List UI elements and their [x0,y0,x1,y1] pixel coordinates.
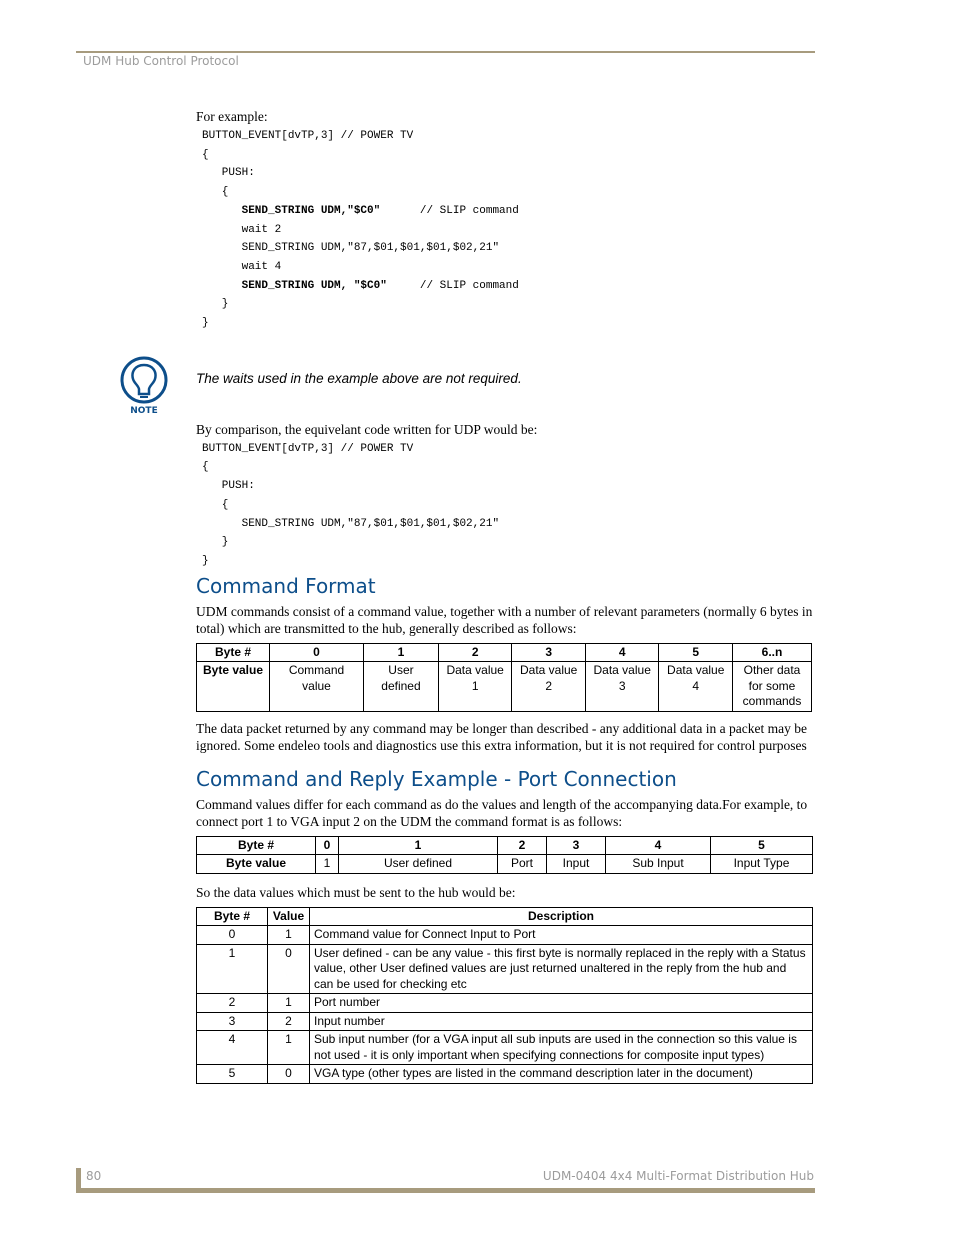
table-cell: 1 [197,944,268,994]
footer-rule [76,1188,815,1193]
table-cell: Data value 3 [585,662,659,712]
table-header-cell: Byte # [197,836,316,855]
table-cell: User defined [339,855,498,874]
table-cell: 0 [197,926,268,945]
code-line-bold: SEND_STRING UDM, "$C0" [241,279,387,292]
table-row [197,994,813,1013]
table-cell: 3 [197,1012,268,1031]
code-line: BUTTON_EVENT[dvTP,3] // POWER TV [202,442,414,455]
code-line: PUSH: [202,167,255,180]
table-cell: Input Type [711,855,813,874]
table-header-cell: 6..n [733,643,812,662]
table-header-cell: 1 [364,643,439,662]
table-header-cell: 4 [606,836,711,855]
code-line: { [202,498,229,511]
lightbulb-icon [120,356,168,416]
note-label: NOTE [130,406,158,416]
table-cell: Sub Input [606,855,711,874]
code-line: wait 2 [202,223,282,236]
command-format-table [196,643,812,712]
port-connection-table [196,836,813,874]
table-header-cell: 2 [498,836,547,855]
table-cell: Data value 4 [659,662,733,712]
table-cell: 1 [268,1031,310,1065]
table-row [197,1065,813,1084]
table-row [197,926,813,945]
running-header: UDM Hub Control Protocol [83,54,239,68]
table-cell: 4 [197,1031,268,1065]
code-comment: // SLIP command [380,204,519,217]
code-line: PUSH: [202,480,255,493]
table-cell: Command value for Connect Input to Port [310,926,813,945]
note-icon [120,356,168,416]
table-header-cell: 3 [547,836,606,855]
table-header-cell: 0 [270,643,364,662]
table-cell: 1 [268,926,310,945]
table-header-cell: 3 [512,643,586,662]
table-header-cell: 1 [339,836,498,855]
note-text: The waits used in the example above are not required. [196,371,522,386]
code-line: } [202,317,209,330]
code-line: } [202,298,229,311]
table-cell: Data value 2 [512,662,586,712]
table-cell: Command value [270,662,364,712]
table-cell: 1 [316,855,339,874]
data-values-para: So the data values which must be sent to the hub would be: [196,884,516,900]
code-block-udp [202,440,814,571]
reply-example-para: Command values differ for each command as do the values and length of the accompanying data.For example, to connect port 1 to VGA input 2 on the UDM the command format is as follows: [196,796,808,829]
table-cell: Port [498,855,547,874]
data-packet-para: The data packet returned by any command may be longer than described - any additional data in a packet may be ignored. Some endeleo tools and diagnostics use this extra information, but it is not required for control purposes [196,720,808,753]
table-cell: 5 [197,1065,268,1084]
table-cell: Data value 1 [438,662,512,712]
table-cell: Sub input number (for a VGA input all sub inputs are used in the connection so this value is not used - it is only important when specifying connections for composite input types) [310,1031,813,1065]
heading-reply-example: Command and Reply Example - Port Connection [196,766,677,791]
table-cell: Port number [310,994,813,1013]
table-header-cell: Byte # [197,643,270,662]
table-cell: 1 [268,994,310,1013]
table-header-cell: Value [268,907,310,926]
code-line: SEND_STRING UDM,"87,$01,$01,$01,$02,21" [202,517,500,530]
table-row-header: Byte value [197,855,316,874]
main-content [196,108,814,1084]
table-row [197,944,813,994]
table-cell: User defined - can be any value - this first byte is normally replaced in the reply with a Status value, other User defined values are just returned unaltered in the reply from the hub and can be used for checking etc [310,944,813,994]
header-rule [76,51,815,53]
comparison-text: By comparison, the equivelant code written for UDP would be: [196,421,538,437]
table-cell: 0 [268,944,310,994]
table-row [197,662,812,712]
code-line: wait 4 [202,260,282,273]
code-line: } [202,536,229,549]
code-comment: // SLIP command [386,279,519,292]
code-line: } [202,554,209,567]
table-header-cell: 2 [438,643,512,662]
table-cell: 2 [197,994,268,1013]
table-header-cell: Byte # [197,907,268,926]
table-cell: Other data for some commands [733,662,812,712]
code-line: { [202,186,229,199]
data-values-table [196,907,813,1084]
table-header-cell: 5 [711,836,813,855]
command-format-para: UDM commands consist of a command value, together with a number of relevant parameters (normally 6 bytes in total) which are transmitted to the hub, generally described as follows: [196,603,813,636]
table-row [197,1012,813,1031]
table-header-cell: 5 [659,643,733,662]
code-line-bold: SEND_STRING UDM,"$C0" [241,204,381,217]
table-header-row [197,836,813,855]
page-number: 80 [86,1169,102,1183]
table-row-header: Byte value [197,662,270,712]
table-row [197,855,813,874]
table-cell: Input [547,855,606,874]
table-header-cell: 4 [585,643,659,662]
table-header-row [197,643,812,662]
table-header-cell: 0 [316,836,339,855]
code-line: SEND_STRING UDM,"87,$01,$01,$01,$02,21" [202,242,500,255]
table-header-row [197,907,813,926]
table-cell: 2 [268,1012,310,1031]
code-line: { [202,461,209,474]
table-cell: VGA type (other types are listed in the command description later in the document) [310,1065,813,1084]
code-line: { [202,148,209,161]
table-cell: User defined [364,662,439,712]
code-block-slip [202,127,814,333]
footer-title: UDM-0404 4x4 Multi-Format Distribution Hub [542,1169,814,1183]
table-cell: 0 [268,1065,310,1084]
code-line: BUTTON_EVENT[dvTP,3] // POWER TV [202,130,414,142]
table-header-cell: Description [310,907,813,926]
heading-command-format: Command Format [196,573,376,598]
table-row [197,1031,813,1065]
table-cell: Input number [310,1012,813,1031]
for-example-text: For example: [196,109,268,124]
